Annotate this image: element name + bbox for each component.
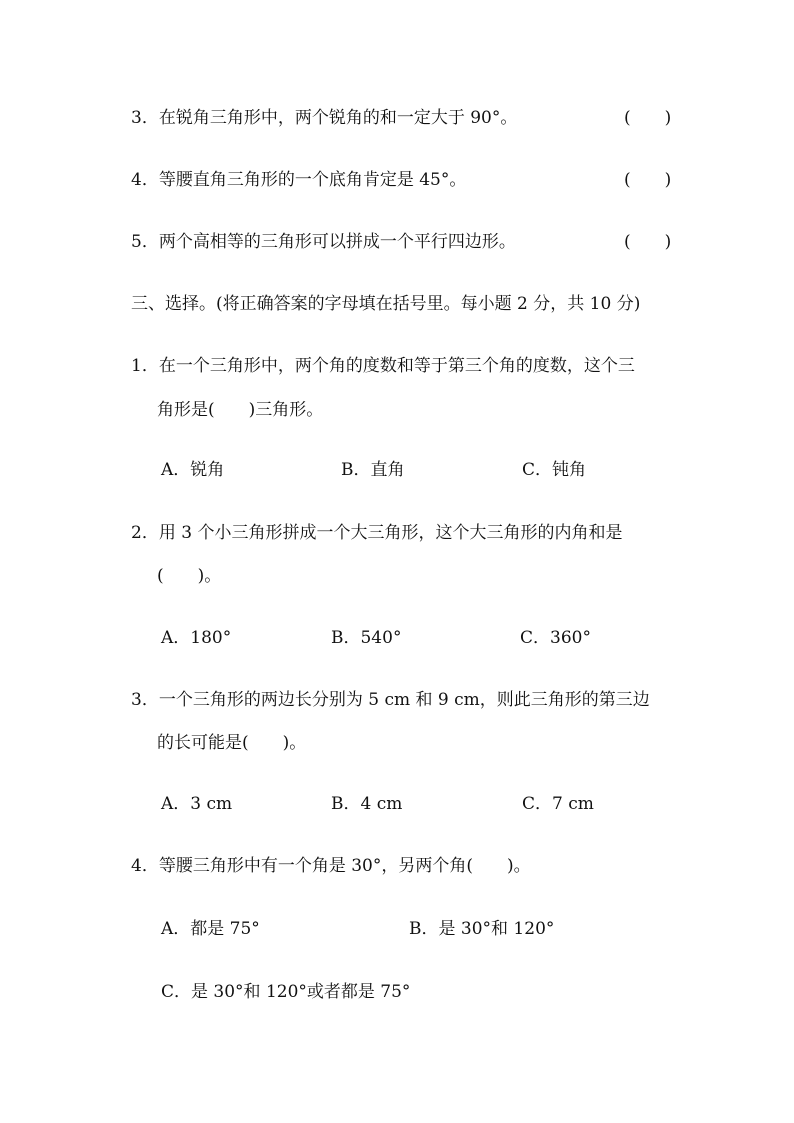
question-1-line-2: 角形是( )三角形。 xyxy=(157,400,324,420)
question-3-option-b[interactable]: B．4 cm xyxy=(331,794,403,814)
judgment-answer-blank-5[interactable]: ( ) xyxy=(624,232,672,252)
question-4-option-b[interactable]: B．是 30°和 120° xyxy=(409,919,555,939)
question-2-line-1: 2．用 3 个小三角形拼成一个大三角形，这个大三角形的内角和是 xyxy=(131,523,623,543)
judgment-answer-blank-4[interactable]: ( ) xyxy=(624,170,672,190)
question-2-line-2: ( )。 xyxy=(157,566,222,586)
judgment-item-4: 4．等腰直角三角形的一个底角肯定是 45°。 xyxy=(131,170,467,190)
judgment-item-5: 5．两个高相等的三角形可以拼成一个平行四边形。 xyxy=(131,232,516,252)
judgment-answer-blank-3[interactable]: ( ) xyxy=(624,108,672,128)
question-4-option-c[interactable]: C．是 30°和 120°或者都是 75° xyxy=(161,982,411,1002)
question-3-option-c[interactable]: C．7 cm xyxy=(522,794,594,814)
question-1-option-a[interactable]: A．锐角 xyxy=(161,460,225,480)
question-2-option-c[interactable]: C．360° xyxy=(520,628,591,648)
question-4-line-1: 4．等腰三角形中有一个角是 30°，另两个角( )。 xyxy=(131,856,531,876)
question-2-option-a[interactable]: A．180° xyxy=(161,628,232,648)
question-1-line-1: 1．在一个三角形中，两个角的度数和等于第三个角的度数，这个三 xyxy=(131,356,635,376)
question-3-line-1: 3．一个三角形的两边长分别为 5 cm 和 9 cm，则此三角形的第三边 xyxy=(131,690,650,710)
question-1-option-b[interactable]: B．直角 xyxy=(341,460,405,480)
question-2-option-b[interactable]: B．540° xyxy=(331,628,402,648)
question-3-option-a[interactable]: A．3 cm xyxy=(161,794,233,814)
judgment-item-3: 3．在锐角三角形中，两个锐角的和一定大于 90°。 xyxy=(131,108,518,128)
question-3-line-2: 的长可能是( )。 xyxy=(157,733,307,753)
question-1-option-c[interactable]: C．钝角 xyxy=(522,460,587,480)
question-4-option-a[interactable]: A．都是 75° xyxy=(161,919,260,939)
section-heading-choice: 三、选择。(将正确答案的字母填在括号里。每小题 2 分，共 10 分) xyxy=(131,294,641,314)
